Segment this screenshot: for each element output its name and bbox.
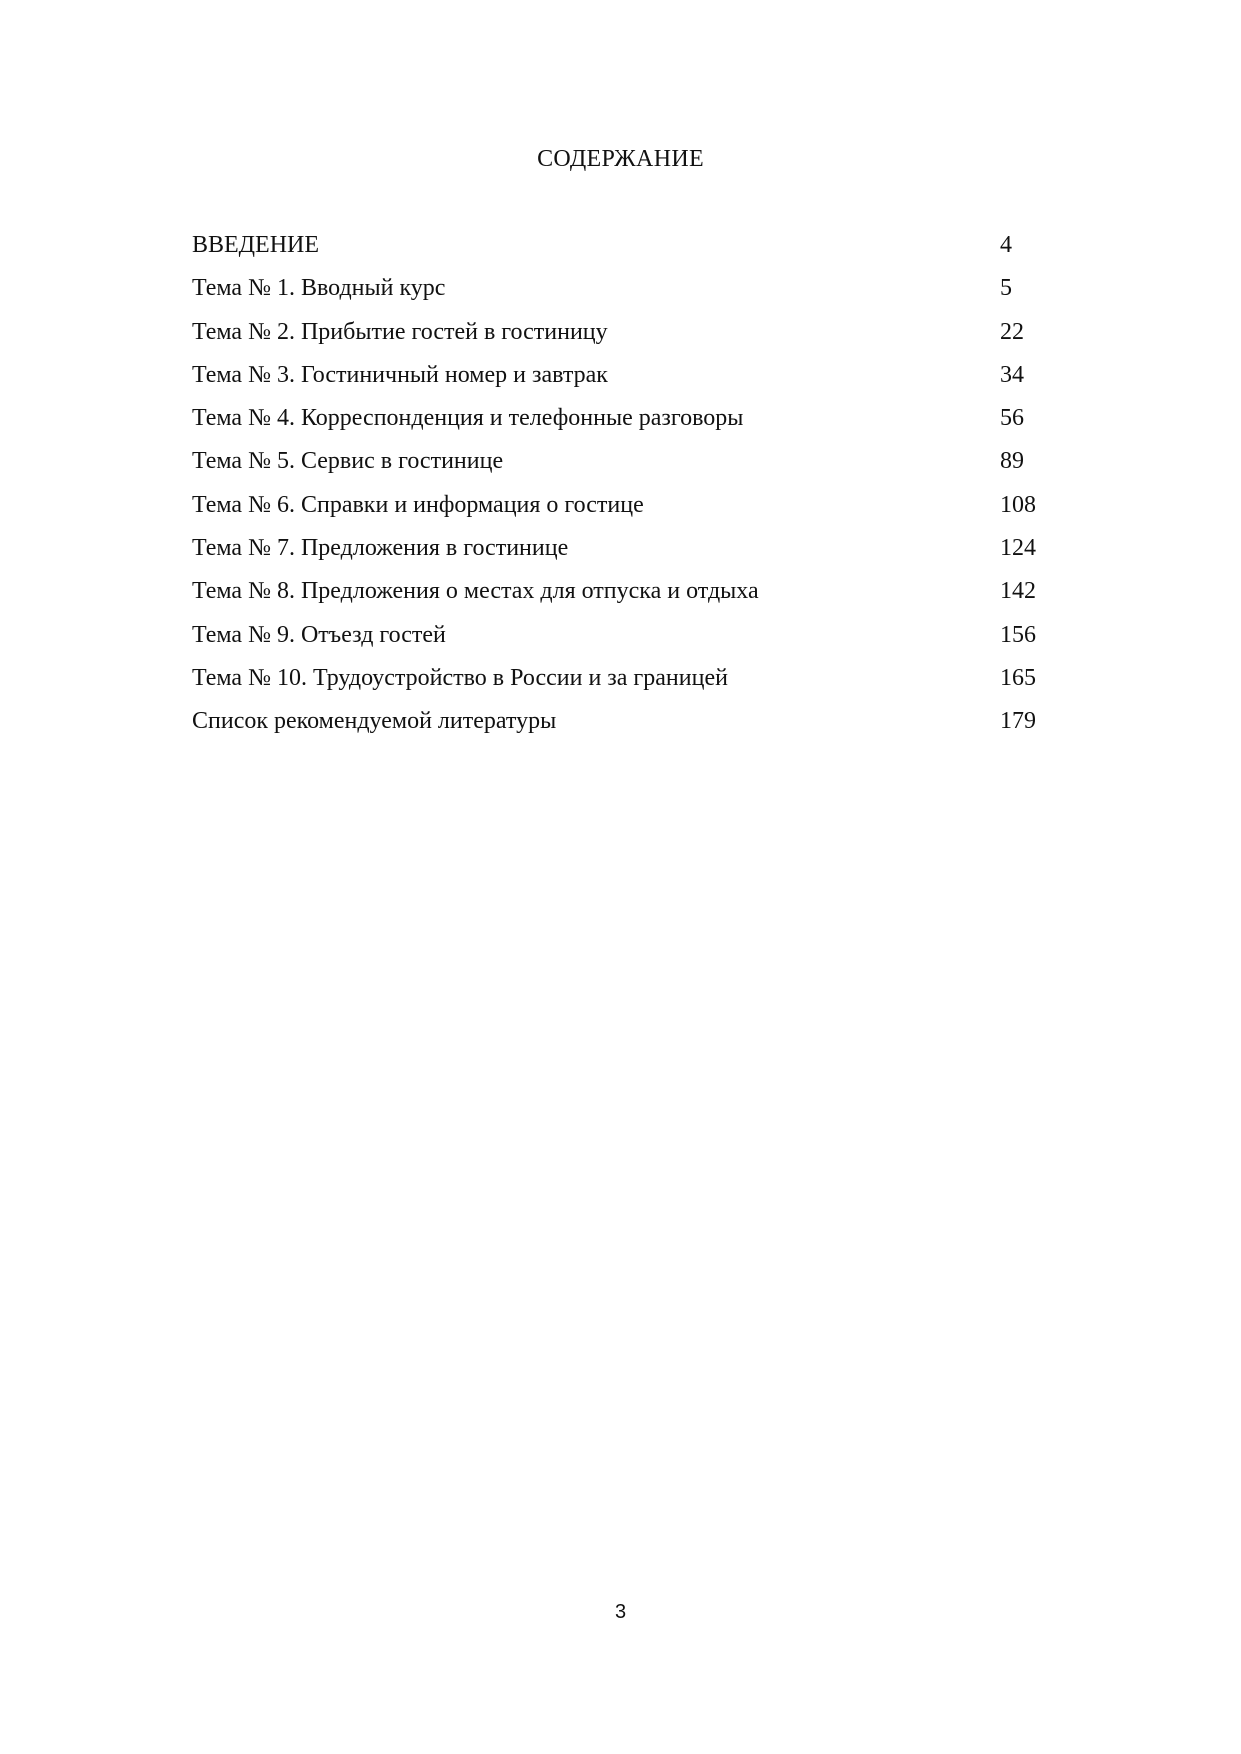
toc-entry-title: ВВЕДЕНИЕ: [192, 232, 320, 258]
toc-entry-page: 56: [1000, 405, 1024, 432]
toc-entry-page: 34: [1000, 361, 1024, 388]
toc-entry-title: Тема № 1. Вводный курс: [192, 275, 446, 302]
page-number: 3: [614, 1601, 627, 1623]
toc-entry-title: Тема № 8. Предложения о местах для отпуска и отдыха: [192, 578, 759, 605]
page-title: СОДЕРЖАНИЕ: [537, 146, 704, 172]
toc-entry-page: 22: [1000, 318, 1024, 345]
toc-entry[interactable]: [192, 403, 1052, 446]
toc-entry-page: 179: [1000, 708, 1036, 735]
toc-entry[interactable]: [192, 620, 1052, 663]
toc-entry-title: Тема № 5. Сервис в гостинице: [192, 448, 504, 475]
toc-entry[interactable]: [192, 576, 1052, 619]
toc-entry[interactable]: [192, 533, 1052, 576]
toc-entry[interactable]: [192, 273, 1052, 316]
toc-entry-page: 5: [1000, 275, 1012, 302]
toc-entry-page: 4: [1000, 232, 1012, 258]
toc-entry-title: Тема № 10. Трудоустройство в России и за границей: [192, 664, 728, 691]
toc-entry[interactable]: [192, 317, 1052, 360]
toc-entry-page: 156: [1000, 621, 1036, 648]
toc-entry-title: Тема № 2. Прибытие гостей в гостиницу: [192, 318, 608, 345]
toc-entry-title: Тема № 7. Предложения в гостинице: [192, 535, 569, 562]
toc-entry[interactable]: [192, 490, 1052, 533]
toc-entry[interactable]: [192, 230, 1052, 273]
toc-entry-title: Тема № 9. Отъезд гостей: [192, 621, 446, 648]
toc-entry[interactable]: [192, 446, 1052, 489]
toc-entry[interactable]: [192, 706, 1052, 749]
toc-entry-title: Тема № 4. Корреспонденция и телефонные разговоры: [192, 405, 744, 432]
table-of-contents: [192, 230, 1052, 750]
toc-entry-page: 142: [1000, 578, 1036, 605]
toc-entry-page: 124: [1000, 535, 1036, 562]
toc-entry-page: 89: [1000, 448, 1024, 475]
toc-entry-page: 165: [1000, 664, 1036, 691]
toc-entry[interactable]: [192, 360, 1052, 403]
toc-entry-title: Список рекомендуемой литературы: [192, 708, 557, 735]
toc-entry[interactable]: [192, 663, 1052, 706]
toc-entry-page: 108: [1000, 491, 1036, 518]
toc-entry-title: Тема № 3. Гостиничный номер и завтрак: [192, 361, 608, 388]
toc-entry-title: Тема № 6. Справки и информация о гостице: [192, 491, 644, 518]
